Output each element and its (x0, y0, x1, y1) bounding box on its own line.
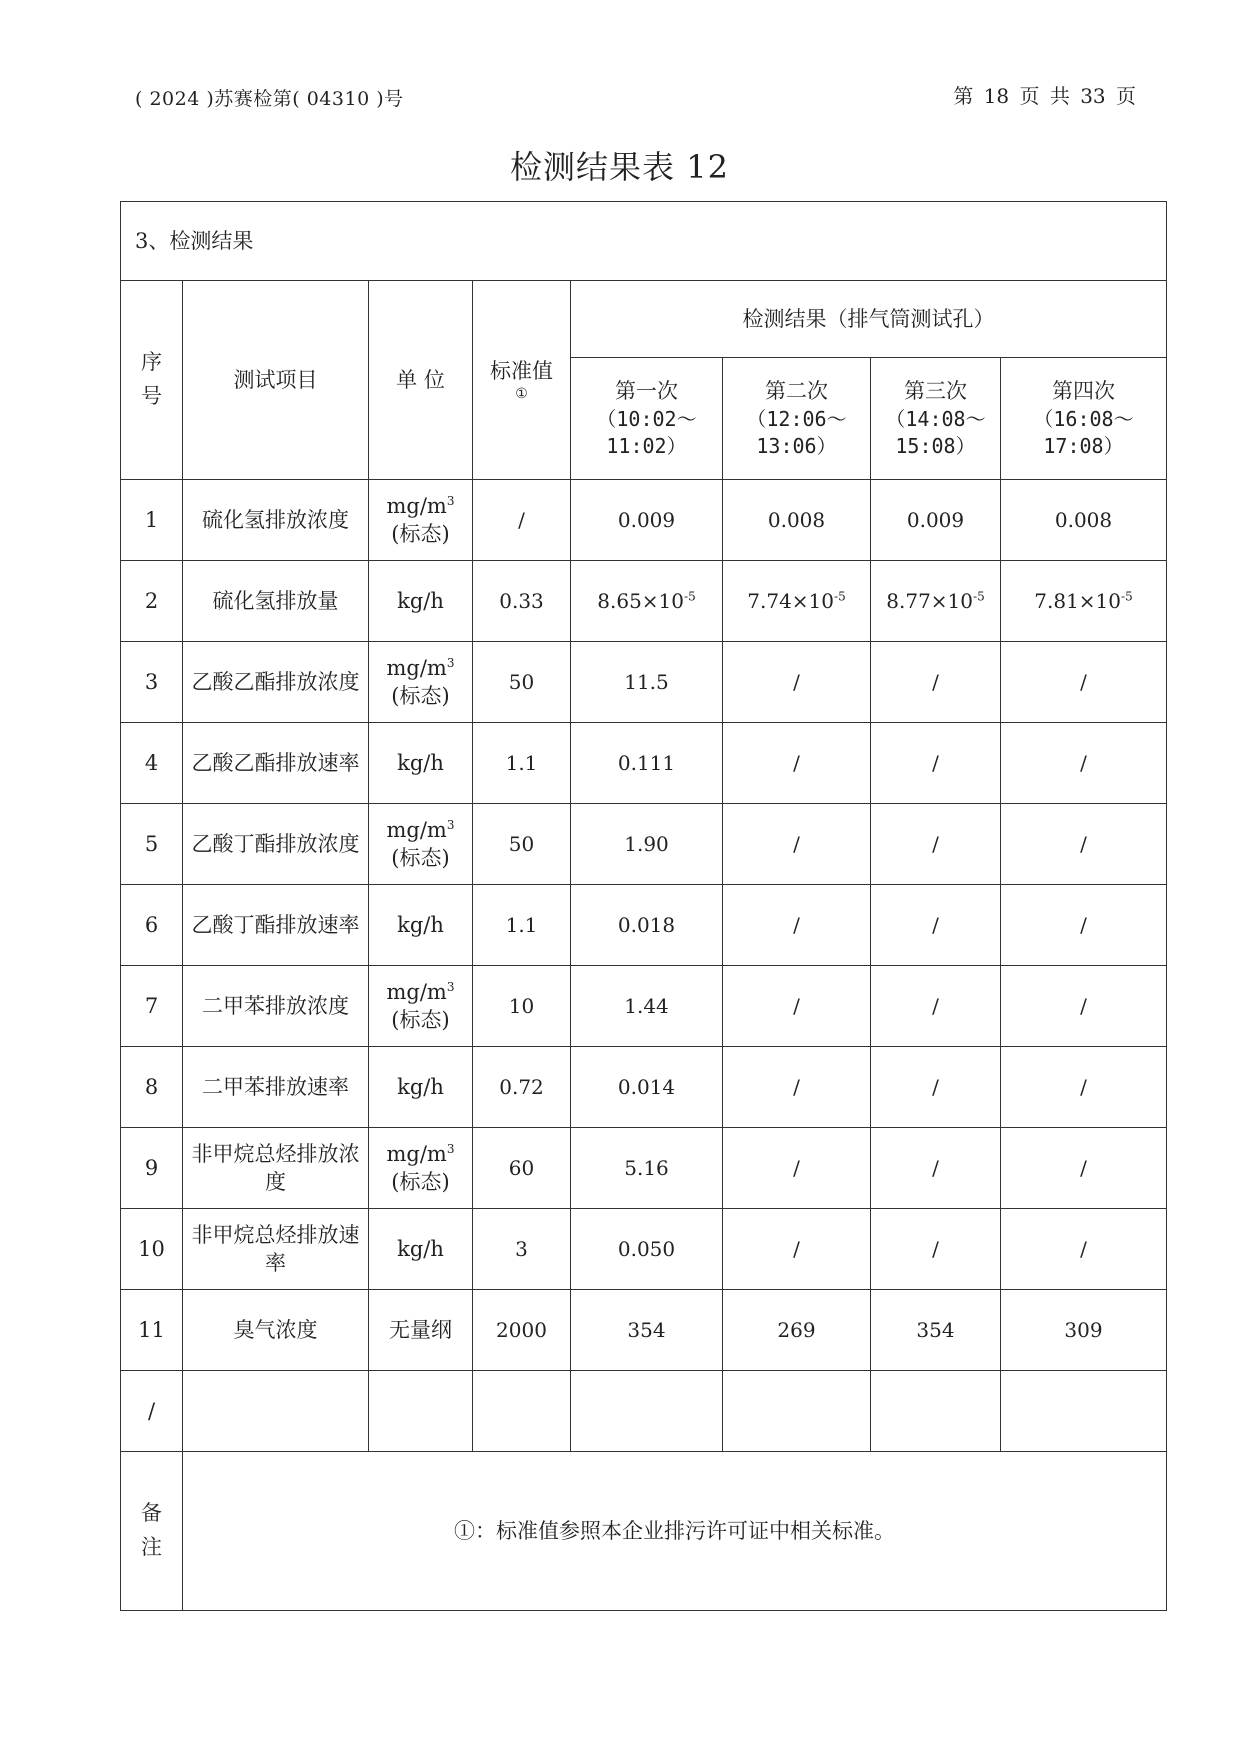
cell-run-2 (723, 966, 871, 1047)
result-value: 0.014 (617, 1074, 676, 1099)
result-value: / (793, 912, 800, 937)
unit-main: kg/h (397, 912, 444, 937)
cell-run-3 (871, 480, 1001, 561)
result-value: / (1080, 912, 1087, 937)
remarks-label (121, 1452, 183, 1611)
result-value: / (932, 669, 939, 694)
cell-seq: 4 (121, 723, 183, 804)
cell-run-1 (571, 480, 723, 561)
unit-sub: (标态) (391, 846, 450, 870)
cell-run-2 (723, 885, 871, 966)
cell-item: 硫化氢排放量 (183, 561, 369, 642)
header-standard-label: 标准值 (490, 359, 553, 384)
cell-seq: 11 (121, 1290, 183, 1371)
empty-cell (369, 1371, 473, 1452)
header-seq (121, 281, 183, 480)
result-value: 0.018 (617, 912, 676, 937)
result-value: 1.90 (624, 831, 669, 856)
cell-run-2 (723, 642, 871, 723)
cell-run-1 (571, 804, 723, 885)
result-exponent: -5 (973, 588, 985, 603)
cell-run-1 (571, 885, 723, 966)
result-value: / (793, 1074, 800, 1099)
table-row (121, 561, 1167, 642)
cell-seq: 7 (121, 966, 183, 1047)
result-value: / (793, 750, 800, 775)
result-value: 354 (627, 1317, 666, 1342)
table-row (121, 480, 1167, 561)
header-unit: 单 位 (369, 281, 473, 480)
unit-main: kg/h (397, 1074, 444, 1099)
result-value: / (932, 993, 939, 1018)
cell-run-1 (571, 1047, 723, 1128)
result-exponent: -5 (1121, 588, 1133, 603)
cell-item: 非甲烷总烃排放速率 (183, 1209, 369, 1290)
cell-item: 臭气浓度 (183, 1290, 369, 1371)
cell-run-4 (1001, 1209, 1167, 1290)
result-value: / (932, 1236, 939, 1261)
unit-line (369, 978, 472, 1006)
cell-standard: / (473, 480, 571, 561)
run-time: （10:02～11:02） (596, 406, 697, 458)
unit-main: mg/m (386, 655, 447, 680)
unit-sup: 3 (446, 655, 455, 670)
result-value: / (793, 993, 800, 1018)
result-value: / (932, 831, 939, 856)
page-title: 检测结果表 12 (510, 148, 729, 186)
cell-seq: 1 (121, 480, 183, 561)
cell-run-3 (871, 723, 1001, 804)
unit-sub: (标态) (391, 684, 450, 708)
results-table (120, 201, 1167, 1611)
result-value: / (932, 750, 939, 775)
result-value: 7.81×10 (1034, 588, 1122, 613)
result-value: / (1080, 1155, 1087, 1180)
cell-seq: 5 (121, 804, 183, 885)
result-value: 0.008 (767, 507, 826, 532)
result-value: 269 (777, 1317, 816, 1342)
cell-seq: 8 (121, 1047, 183, 1128)
table-row (121, 966, 1167, 1047)
result-value: / (1080, 1074, 1087, 1099)
cell-run-4 (1001, 561, 1167, 642)
cell-item: 非甲烷总烃排放浓度 (183, 1128, 369, 1209)
cell-standard: 60 (473, 1128, 571, 1209)
table-row (121, 1209, 1167, 1290)
cell-unit (369, 804, 473, 885)
cell-item: 乙酸丁酯排放浓度 (183, 804, 369, 885)
header-standard-note: ① (515, 385, 528, 402)
result-value: 8.65×10 (597, 588, 685, 613)
result-value: / (1080, 993, 1087, 1018)
cell-run-4 (1001, 1047, 1167, 1128)
cell-standard: 1.1 (473, 885, 571, 966)
unit-main: mg/m (386, 817, 447, 842)
cell-run-4 (1001, 1290, 1167, 1371)
unit-line (369, 1235, 472, 1263)
cell-unit (369, 1128, 473, 1209)
result-value: / (932, 1074, 939, 1099)
cell-run-3 (871, 642, 1001, 723)
cell-run-4 (1001, 1128, 1167, 1209)
report-number: ( 2024 )苏赛检第( 04310 )号 (135, 88, 404, 110)
empty-cell (723, 1371, 871, 1452)
unit-main: 无量纲 (389, 1317, 452, 1342)
remarks-label-text: 备注 (141, 1501, 162, 1559)
cell-unit (369, 723, 473, 804)
result-value: / (793, 1236, 800, 1261)
result-value: / (793, 1155, 800, 1180)
cell-run-2 (723, 723, 871, 804)
table-row (121, 723, 1167, 804)
result-value: 0.008 (1054, 507, 1113, 532)
run-label: 第一次 (615, 379, 678, 404)
cell-run-3 (871, 1209, 1001, 1290)
cell-run-1 (571, 1128, 723, 1209)
cell-run-4 (1001, 723, 1167, 804)
unit-line (369, 1316, 472, 1344)
result-value: / (1080, 669, 1087, 694)
remarks-text: ①：标准值参照本企业排污许可证中相关标准。 (183, 1452, 1167, 1611)
cell-unit (369, 642, 473, 723)
unit-main: mg/m (386, 1141, 447, 1166)
cell-run-3 (871, 561, 1001, 642)
cell-run-4 (1001, 966, 1167, 1047)
cell-standard: 2000 (473, 1290, 571, 1371)
result-value: 1.44 (624, 993, 669, 1018)
table-row (121, 642, 1167, 723)
cell-unit (369, 1209, 473, 1290)
result-value: / (1080, 750, 1087, 775)
unit-line (369, 587, 472, 615)
result-value: / (793, 669, 800, 694)
cell-run-3 (871, 804, 1001, 885)
cell-run-3 (871, 1128, 1001, 1209)
unit-main: kg/h (397, 1236, 444, 1261)
cell-seq: 10 (121, 1209, 183, 1290)
unit-main: mg/m (386, 979, 447, 1004)
unit-line (369, 749, 472, 777)
run-label: 第二次 (765, 379, 828, 404)
unit-line (369, 1073, 472, 1101)
result-value: / (1080, 1236, 1087, 1261)
cell-run-1 (571, 1209, 723, 1290)
cell-unit (369, 1290, 473, 1371)
cell-item: 乙酸乙酯排放浓度 (183, 642, 369, 723)
result-value: 0.009 (906, 507, 965, 532)
remarks-row (121, 1452, 1167, 1611)
table-row (121, 1128, 1167, 1209)
unit-line (369, 911, 472, 939)
run-time: （14:08～15:08） (885, 406, 986, 458)
cell-seq: 6 (121, 885, 183, 966)
header-seq-label: 序号 (141, 350, 162, 408)
header-run-2 (723, 358, 871, 480)
cell-run-1 (571, 561, 723, 642)
cell-run-1 (571, 1290, 723, 1371)
cell-standard: 10 (473, 966, 571, 1047)
cell-run-1 (571, 723, 723, 804)
empty-cell (183, 1371, 369, 1452)
unit-main: kg/h (397, 588, 444, 613)
result-value: 8.77×10 (886, 588, 974, 613)
section-heading: 3、检测结果 (121, 202, 1167, 281)
table-row (121, 885, 1167, 966)
unit-sup: 3 (446, 1141, 455, 1156)
cell-run-2 (723, 561, 871, 642)
header-run-4 (1001, 358, 1167, 480)
result-value: 11.5 (624, 669, 669, 694)
cell-item: 硫化氢排放浓度 (183, 480, 369, 561)
unit-sup: 3 (446, 979, 455, 994)
unit-main: kg/h (397, 750, 444, 775)
cell-seq: 9 (121, 1128, 183, 1209)
cell-standard: 50 (473, 804, 571, 885)
header-results-group: 检测结果（排气筒测试孔） (571, 281, 1167, 358)
unit-sup: 3 (446, 493, 455, 508)
result-value: / (932, 912, 939, 937)
unit-main: mg/m (386, 493, 447, 518)
cell-run-2 (723, 1128, 871, 1209)
result-value: 309 (1064, 1317, 1103, 1342)
cell-unit (369, 1047, 473, 1128)
cell-run-4 (1001, 642, 1167, 723)
run-time: （16:08～17:08） (1033, 406, 1134, 458)
result-value: 0.009 (617, 507, 676, 532)
run-time: （12:06～13:06） (746, 406, 847, 458)
table-row (121, 1290, 1167, 1371)
run-label: 第四次 (1052, 379, 1115, 404)
result-value: 0.111 (617, 750, 676, 775)
result-value: 5.16 (624, 1155, 669, 1180)
table-row (121, 1047, 1167, 1128)
result-value: 354 (916, 1317, 955, 1342)
cell-seq: / (121, 1371, 183, 1452)
empty-cell (473, 1371, 571, 1452)
result-value: / (932, 1155, 939, 1180)
cell-run-3 (871, 1290, 1001, 1371)
unit-line (369, 1140, 472, 1168)
unit-line (369, 816, 472, 844)
unit-line (369, 654, 472, 682)
unit-sup: 3 (446, 817, 455, 832)
result-value: / (1080, 831, 1087, 856)
header-standard (473, 281, 571, 480)
unit-line (369, 492, 472, 520)
cell-item: 乙酸乙酯排放速率 (183, 723, 369, 804)
unit-sub: (标态) (391, 522, 450, 546)
cell-standard: 0.33 (473, 561, 571, 642)
cell-run-3 (871, 1047, 1001, 1128)
cell-run-2 (723, 480, 871, 561)
cell-standard: 50 (473, 642, 571, 723)
cell-run-2 (723, 1047, 871, 1128)
cell-standard: 0.72 (473, 1047, 571, 1128)
cell-seq: 3 (121, 642, 183, 723)
cell-run-2 (723, 804, 871, 885)
cell-standard: 3 (473, 1209, 571, 1290)
cell-unit (369, 885, 473, 966)
cell-item: 乙酸丁酯排放速率 (183, 885, 369, 966)
empty-cell (871, 1371, 1001, 1452)
cell-run-1 (571, 642, 723, 723)
result-exponent: -5 (834, 588, 846, 603)
cell-unit (369, 480, 473, 561)
cell-item: 二甲苯排放浓度 (183, 966, 369, 1047)
header-run-3 (871, 358, 1001, 480)
cell-seq: 2 (121, 561, 183, 642)
empty-cell (1001, 1371, 1167, 1452)
empty-cell (571, 1371, 723, 1452)
cell-run-4 (1001, 804, 1167, 885)
cell-item: 二甲苯排放速率 (183, 1047, 369, 1128)
cell-run-4 (1001, 480, 1167, 561)
cell-run-1 (571, 966, 723, 1047)
run-label: 第三次 (904, 379, 967, 404)
cell-run-4 (1001, 885, 1167, 966)
cell-run-2 (723, 1290, 871, 1371)
cell-run-3 (871, 885, 1001, 966)
table-row (121, 804, 1167, 885)
cell-standard: 1.1 (473, 723, 571, 804)
header-run-1 (571, 358, 723, 480)
unit-sub: (标态) (391, 1170, 450, 1194)
page-info: 第 18 页 共 33 页 (953, 84, 1136, 108)
empty-row (121, 1371, 1167, 1452)
cell-unit (369, 966, 473, 1047)
result-value: 7.74×10 (747, 588, 835, 613)
result-value: 0.050 (617, 1236, 676, 1261)
cell-run-3 (871, 966, 1001, 1047)
header-item: 测试项目 (183, 281, 369, 480)
unit-sub: (标态) (391, 1008, 450, 1032)
cell-unit (369, 561, 473, 642)
result-value: / (793, 831, 800, 856)
cell-run-2 (723, 1209, 871, 1290)
result-exponent: -5 (684, 588, 696, 603)
